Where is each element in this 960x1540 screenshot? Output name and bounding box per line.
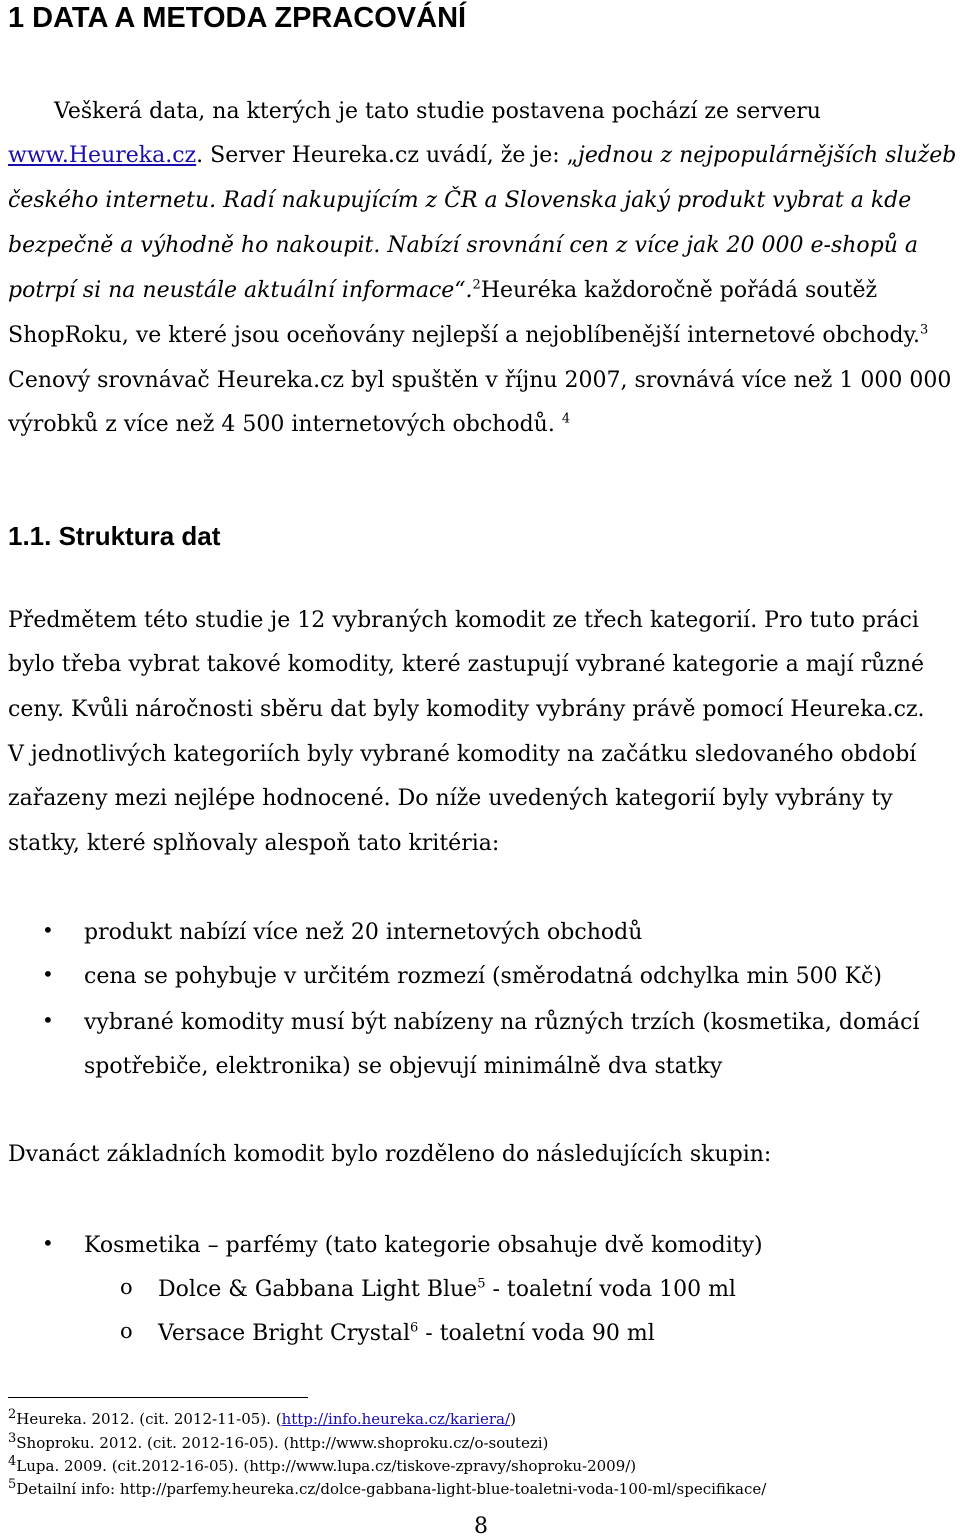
bullet-icon: •: [42, 918, 54, 942]
circle-bullet-icon: o: [120, 1275, 133, 1299]
bullet-icon: •: [42, 1231, 54, 1255]
footnote-4-text: Lupa. 2009. (cit.2012-16-05). (http://www.lupa.cz/tiskove-zpravy/shoproku-2009/): [16, 1457, 637, 1475]
paragraph-1-line-2-quote: jednou z nejpopulárnějších služeb: [578, 143, 957, 168]
subitem-2-name: Versace Bright Crystal: [158, 1321, 411, 1346]
paragraph-1-line-3: českého internetu. Radí nakupujícím z ČR a Slovenska jaký produkt vybrat a kde: [8, 188, 912, 213]
bullet-icon: •: [42, 962, 54, 986]
footnote-ref-6[interactable]: 6: [410, 1320, 419, 1336]
paragraph-2-line-2: bylo třeba vybrat takové komodity, které zastupují vybrané kategorie a mají různé: [8, 652, 925, 677]
page-number: 8: [474, 1514, 488, 1539]
circle-bullet-icon: o: [120, 1319, 133, 1343]
paragraph-1-line-2-text: . Server Heureka.cz uvádí, že je: „: [196, 143, 579, 168]
subitem-2-detail: - toaletní voda 90 ml: [418, 1321, 655, 1346]
groups-intro: Dvanáct základních komodit bylo rozděleno do následujících skupin:: [8, 1142, 772, 1167]
footnote-ref-2[interactable]: 2: [472, 277, 481, 293]
chapter-heading: 1 DATA A METODA ZPRACOVÁNÍ: [8, 2, 467, 34]
footnote-separator: [8, 1397, 308, 1398]
footnote-3-text: Shoproku. 2012. (cit. 2012-16-05). (http://www.shoproku.cz/o-soutezi): [16, 1434, 549, 1452]
paragraph-2-line-4: V jednotlivých kategoriích byly vybrané komodity na začátku sledovaného období: [8, 742, 917, 767]
footnote-2-link[interactable]: http://info.heureka.cz/kariera/: [281, 1410, 511, 1428]
footnote-5: [8, 1479, 766, 1499]
paragraph-1-line-6-text: ShopRoku, ve které jsou oceňovány nejlepší a nejoblíbenější internetové obchody.: [8, 323, 921, 348]
footnote-2-end: ): [510, 1410, 516, 1428]
footnote-2: [8, 1409, 516, 1429]
footnote-4: [8, 1456, 636, 1476]
footnote-ref-3[interactable]: 3: [920, 322, 929, 338]
subitem-versace: [158, 1319, 655, 1349]
paragraph-1-line-7: Cenový srovnávač Heureka.cz byl spuštěn v říjnu 2007, srovnává více než 1 000 000: [8, 368, 952, 393]
criterion-1: produkt nabízí více než 20 internetových obchodů: [84, 920, 643, 945]
subitem-dolce-gabbana: [158, 1275, 736, 1305]
paragraph-2-line-3: ceny. Kvůli náročnosti sběru dat byly komodity vybrány právě pomocí Heureka.cz.: [8, 697, 925, 722]
footnote-3-number: 3: [8, 1431, 17, 1446]
footnote-ref-4[interactable]: 4: [561, 411, 571, 427]
paragraph-1-line-1: Veškerá data, na kterých je tato studie postavena pochází ze serveru: [54, 99, 821, 124]
footnote-3: [8, 1433, 548, 1453]
criterion-2: cena se pohybuje v určitém rozmezí (směrodatná odchylka min 500 Kč): [84, 964, 882, 989]
paragraph-1-line-5-quote: potrpí si na neustále aktuální informace“.: [8, 278, 473, 303]
paragraph-1-line-8: [8, 410, 570, 440]
subitem-1-name: Dolce & Gabbana Light Blue: [158, 1277, 478, 1302]
paragraph-1-line-4: bezpečně a výhodně ho nakoupit. Nabízí srovnání cen z více jak 20 000 e-shopů a: [8, 233, 919, 258]
paragraph-2-line-5: zařazeny mezi nejlépe hodnocené. Do níže uvedených kategorií byly vybrány ty: [8, 786, 893, 811]
footnote-ref-5[interactable]: 5: [477, 1276, 486, 1292]
subitem-1-detail: - toaletní voda 100 ml: [485, 1277, 736, 1302]
footnote-2-number: 2: [8, 1407, 17, 1422]
footnote-5-text: Detailní info: http://parfemy.heureka.cz/dolce-gabbana-light-blue-toaletni-voda-100-ml/specifikace/: [16, 1480, 767, 1498]
paragraph-1-line-6: [8, 321, 928, 351]
paragraph-1-line-8-text: výrobků z více než 4 500 internetových obchodů.: [8, 412, 555, 437]
heureka-link[interactable]: www.Heureka.cz: [8, 143, 197, 168]
paragraph-2-line-1: Předmětem této studie je 12 vybraných komodit ze třech kategorií. Pro tuto práci: [8, 608, 919, 633]
paragraph-1-line-2: [8, 141, 956, 171]
paragraph-1-line-5: [8, 276, 877, 306]
paragraph-2-line-6: statky, které splňovaly alespoň tato kritéria:: [8, 831, 500, 856]
criterion-3: vybrané komodity musí být nabízeny na různých trzích (kosmetika, domácí: [84, 1010, 920, 1035]
footnote-2-text: Heureka. 2012. (cit. 2012-11-05). (: [16, 1410, 282, 1428]
criterion-3-continued: spotřebiče, elektronika) se objevují minimálně dva statky: [84, 1054, 723, 1079]
bullet-icon: •: [42, 1008, 54, 1032]
group-cosmetics: Kosmetika – parfémy (tato kategorie obsahuje dvě komodity): [84, 1233, 763, 1258]
section-title: 1.1. Struktura dat: [8, 521, 221, 551]
paragraph-1-line-5-text: Heuréka každoročně pořádá soutěž: [480, 278, 878, 303]
footnote-5-number: 5: [8, 1477, 17, 1492]
footnote-4-number: 4: [8, 1454, 17, 1469]
